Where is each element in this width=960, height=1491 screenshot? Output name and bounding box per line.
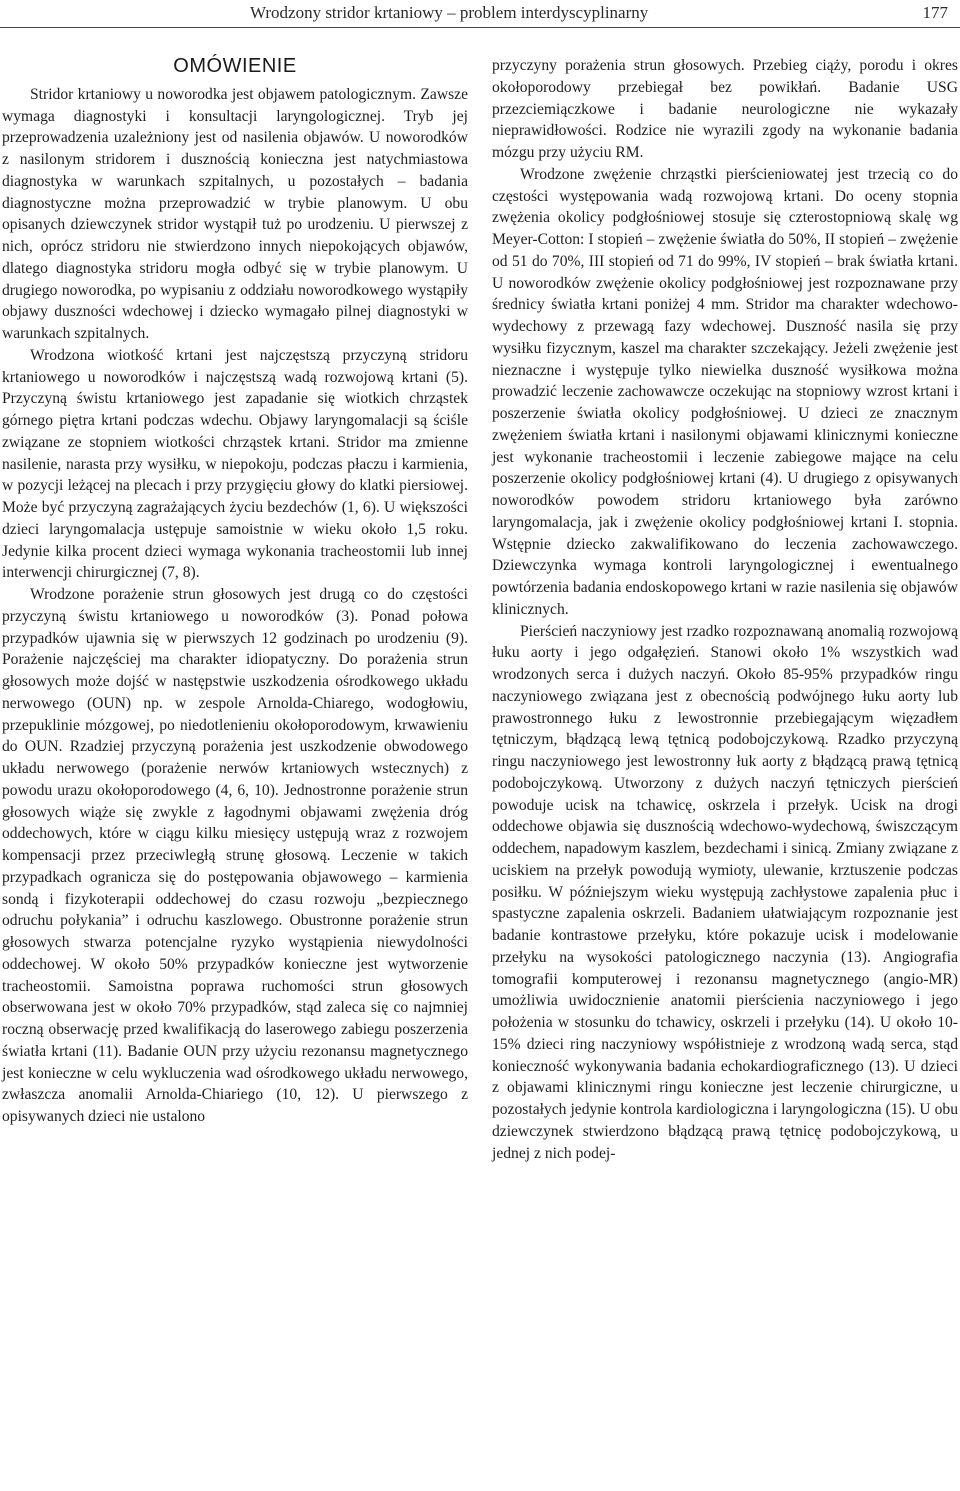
page-header (0, 0, 960, 28)
paragraph: przyczyny porażenia strun głosowych. Przebieg ciąży, porodu i okres okołoporodowy przebiegał bez powikłań. Badanie USG przezciemiączkowe i badanie neurologiczne nie wykazały nieprawidłowości. Rodzice nie wyrazili zgody na wykonanie badania mózgu przy użyciu RM. (492, 57, 958, 161)
paragraph: Stridor krtaniowy u noworodka jest objawem patologicznym. Zawsze wymaga diagnostyki i konsultacji laryngologicznej. Tryb jej przeprowadzenia uzależniony jest od nasilenia objawów. U noworodków z nasilonym stridorem i dusznością konieczna jest natychmiastowa diagnostyka w warunkach szpitalnych, u pozostałych – badania diagnostyczne można przeprowadzić w trybie planowym. U obu opisanych dziewczynek stridor wystąpił tuż po urodzeniu. U pierwszej z nich, oprócz stridoru nie stwierdzono innych niepokojących objawów, dlatego diagnostyka stridoru mogła odbyć się w trybie planowym. U drugiego noworodka, po wypisaniu z oddziału noworodkowego wystąpiły objawy duszności wdechowej i dziecko wymagało pilnej diagnostyki w warunkach szpitalnych. (2, 85, 468, 342)
paragraph: Wrodzone porażenie strun głosowych jest drugą co do częstości przyczyną świstu krtaniowego u noworodków (3). Ponad połowa przypadków ujawnia się w pierwszych 12 godzinach po urodzeniu (9). Porażenie najczęściej ma charakter idiopatyczny. Do porażenia strun głosowych może dojść w następstwie uszkodzenia ośrodkowego układu nerwowego (OUN) np. w zespole Arnolda-Chiarego, wodogłowiu, przepuklinie mózgowej, po niedotlenieniu okołoporodowym, krwawieniu do OUN. Rzadziej przyczyną porażenia jest uszkodzenie obwodowego układu nerwowego (porażenie nerwów krtaniowych wstecznych) z powodu urazu okołoporodowego (4, 6, 10). Jednostronne porażenie strun głosowych wiąże się zwykle z łagodnymi objawami zwężenia dróg oddechowych, które w ciągu kilku miesięcy ustępują wraz z rozwojem kompensacji przez przeciwległą strunę głosową. Leczenie w takich przypadkach ogranicza się do postępowania objawowego – karmienia sondą i fizykoterapii oddechowej do czasu rozwoju „bezpiecznego odruchu połykania” i odruchu kaszlowego. Obustronne porażenie strun głosowych stwarza potencjalne ryzyko wystąpienia niewydolności oddechowej. W około 50% przypadków konieczne jest wytworzenie tracheostomii. Samoistna poprawa ruchomości strun głosowych obserwowana jest w około 70% przypadków, stąd zaleca się co najmniej roczną obserwację przed kwalifikacją do laserowego zabiegu poszerzenia światła krtani (11). Badanie OUN przy użyciu rezonansu magnetycznego jest konieczne w celu wykluczenia wad ośrodkowego układu nerwowego, zwłaszcza anomalii Arnolda-Chiariego (10, 12). U pierwszego z opisywanych dzieci nie ustalono (2, 586, 468, 1125)
header-rule (0, 27, 960, 28)
paragraph: Wrodzone zwężenie chrząstki pierścieniowatej jest trzecią co do częstości występowania wadą rozwojową krtani. Do oceny stopnia zwężenia okolicy podgłośniowej stosuje się czterostopniową skalę wg Meyer-Cotton: I stopień – zwężenie światła do 50%, II stopień – zwężenie od 51 do 70%, III stopień od 71 do 99%, IV stopień – brak światła krtani. U noworodków zwężenie okolicy podgłośniowej jest rozpoznawane przy średnicy światła krtani poniżej 4 mm. Stridor ma charakter wdechowo-wydechowy z przewagą fazy wdechowej. Duszność nasila się przy wysiłku fizycznym, kaszel ma charakter szczekający. Jeżeli zwężenie jest nieznaczne i występuje tylko niewielka duszność wysiłkowa można prowadzić leczenie zachowawcze oczekując na stopniowy wzrost krtani i poszerzenie światła okolicy podgłośniowej. U dzieci ze znacznym zwężeniem światła krtani i nasilonymi objawami klinicznymi konieczne jest wykonanie tracheostomii i leczenie zabiegowe mające na celu poszerzenie okolicy podgłośniowej krtani (4). U drugiego z opisywanych noworodków powodem stridoru krtaniowego była zarówno laryngomalacja, jak i zwężenie okolicy podgłośniowej krtani I. stopnia. Wstępnie dziecko zakwalifikowano do leczenia zachowawczego. Dziewczynka wymaga kontroli laryngologicznej i ewentualnego powtórzenia badania endoskopowego krtani w razie nasilenia się objawów klinicznych. (492, 165, 958, 618)
left-column (2, 56, 468, 1128)
running-title: Wrodzony stridor krtaniowy – problem interdyscyplinarny (250, 3, 649, 22)
paragraph: Pierścień naczyniowy jest rzadko rozpoznawaną anomalią rozwojową łuku aorty i jego odgałęzień. Stanowi około 1% wszystkich wad wrodzonych serca i dużych naczyń. Około 85-95% przypadków ringu naczyniowego związana jest z obecnością podwójnego łuku aorty lub prawostronnego łuku z lewostronnie przebiegającym więzadłem tętniczym, błądzącą lewą tętnicą podobojczykową. Rzadko przyczyną ringu naczyniowego jest lewostronny łuk aorty z błądzącą prawą tętnicą podobojczykową. Utworzony z dużych naczyń tętniczych pierścień powoduje ucisk na tchawicę, oskrzela i przełyk. Ucisk na drogi oddechowe objawia się dusznością wdechowo-wydechową, świszczącym oddechem, napadowym kaszlem, bezdechami i sinicą. Zmiany związane z uciskiem na przełyk powodują wymioty, ulewanie, krztuszenie podczas posiłku. W późniejszym wieku występują zachłystowe zapalenia płuc i spastyczne zapalenia oskrzeli. Badaniem ułatwiającym rozpoznanie jest badanie kontrastowe przełyku, które pokazuje ucisk i modelowanie przełyku na wysokości patologicznego naczynia (13). Angiografia tomografii komputerowej i rezonansu magnetycznego (angio-MR) umożliwia uwidocznienie anatomii pierścienia naczyniowego i jego położenia w stosunku do tchawicy, oskrzeli i przełyku (14). U około 10-15% dzieci ring naczyniowy współistnieje z wrodzoną wadą serca, stąd konieczność wykonywania badania echokardiograficznego (13). U dzieci z objawami klinicznymi ringu konieczne jest leczenie chirurgiczne, u pozostałych jedynie kontrola kardiologiczna i laryngologiczna (15). U obu dziewczynek stwierdzono błądzącą prawą tętnicę podobojczykową, u jednej z nich podej- (492, 622, 958, 1162)
right-column (492, 55, 958, 1164)
section-heading: OMÓWIENIE (173, 55, 297, 77)
paragraph: Wrodzona wiotkość krtani jest najczęstszą przyczyną stridoru krtaniowego u noworodków i najczęstszą wadą rozwojową krtani (5). Przyczyną świstu krtaniowego jest zapadanie się wiotkich chrząstek górnego piętra krtani podczas wdechu. Objawy laryngomalacji są ściśle związane ze stopniem wiotkości chrząstek krtani. Stridor ma zmienne nasilenie, narasta przy wysiłku, w niepokoju, podczas płaczu i karmienia, w pozycji leżącej na plecach i przy przygięciu głowy do klatki piersiowej. Może być przyczyną zagrażających życiu bezdechów (1, 6). U większości dzieci laryngomalacja ustępuje samoistnie w wieku około 1,5 roku. Jedynie kilka procent dzieci wymaga wykonania tracheostomii lub innej interwencji chirurgicznej (7, 8). (2, 346, 468, 582)
page-number: 177 (922, 3, 948, 22)
